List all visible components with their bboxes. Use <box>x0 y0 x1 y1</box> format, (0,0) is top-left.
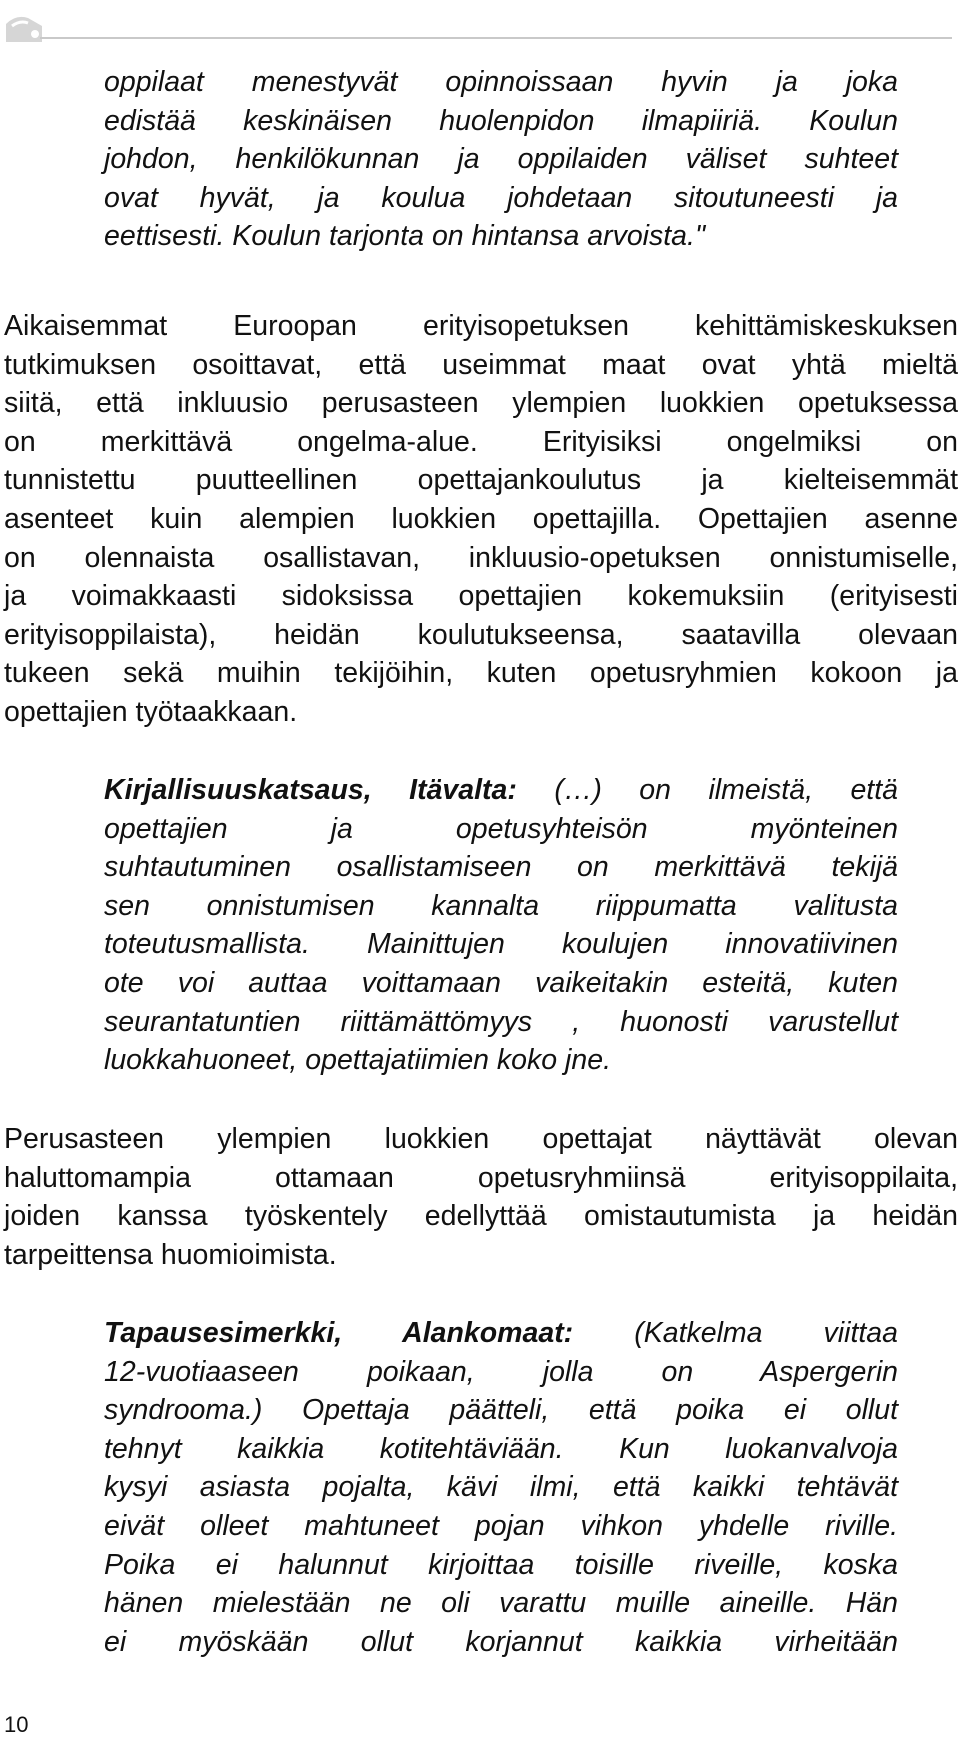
text-line: 12-vuotiaaseen poikaan, jolla on Aspergerin <box>104 1355 898 1388</box>
text-line: seurantatuntien riittämättömyys , huonosti varustellut <box>104 1005 898 1038</box>
text-line: haluttomampia ottamaan opetusryhmiinsä erityisoppilaita, <box>4 1161 958 1194</box>
text-line: tarpeittensa huomioimista. <box>4 1238 337 1271</box>
text-line: tukeen sekä muihin tekijöihin, kuten opetusryhmien kokoon ja <box>4 657 958 690</box>
text-line <box>104 1314 898 1353</box>
case-example-heading: Tapausesimerkki, Alankomaat: <box>104 1317 574 1349</box>
literature-review-box <box>104 771 898 1080</box>
text-line: Perusasteen ylempien luokkien opettajat näyttävät olevan <box>4 1123 958 1155</box>
text-line: ei myöskään ollut korjannut kaikkia virheitään <box>104 1625 898 1658</box>
text-line: asenteet kuin alempien luokkien opettajilla. Opettajien asenne <box>4 502 958 535</box>
text-line: sen onnistumisen kannalta riippumatta valitusta <box>104 889 898 922</box>
text-line: joiden kanssa työskentely edellyttää omistautumista ja heidän <box>4 1200 958 1233</box>
text-line: syndrooma.) Opettaja päätteli, että poika ei ollut <box>104 1394 898 1427</box>
text-line: erityisoppilaista), heidän koulutukseensa, saatavilla olevaan <box>4 618 958 651</box>
text-line: toteutusmallista. Mainittujen koulujen innovatiivinen <box>104 928 898 961</box>
text-line: johdon, henkilökunnan ja oppilaiden väliset suhteet <box>104 143 898 176</box>
text-line: tutkimuksen osoittavat, että useimmat maat ovat yhtä mieltä <box>4 348 958 381</box>
text-line: luokkahuoneet, opettajatiimien koko jne. <box>104 1044 612 1077</box>
text-line: hänen mielestään ne oli varattu muille aineille. Hän <box>104 1587 898 1620</box>
text-line: on olennaista osallistavan, inkluusio-opetuksen onnistumiselle, <box>4 541 958 574</box>
case-example-box <box>104 1314 898 1661</box>
header-rule <box>40 37 952 39</box>
text-line: kysyi asiasta pojalta, kävi ilmi, että kaikki tehtävät <box>104 1471 898 1504</box>
body-paragraph-1 <box>4 307 958 732</box>
text-line: tunnistettu puutteellinen opettajankoulutus ja kielteisemmät <box>4 464 958 497</box>
text-line: tehnyt kaikkia kotitehtäviään. Kun luokanvalvoja <box>104 1432 898 1465</box>
text-line: ovat hyvät, ja koulua johdetaan sitoutuneesti ja <box>104 181 898 214</box>
text-fragment: (…) on ilmeistä, että <box>516 774 898 806</box>
page-number: 10 <box>4 1712 29 1737</box>
text-line: Aikaisemmat Euroopan erityisopetuksen kehittämiskeskuksen <box>4 310 958 342</box>
body-paragraph-2 <box>4 1120 958 1274</box>
text-line: Poika ei halunnut kirjoittaa toisille riveille, koska <box>104 1548 898 1581</box>
text-line: edistää keskinäisen huolenpidon ilmapiiriä. Koulun <box>104 104 898 137</box>
text-line: siitä, että inkluusio perusasteen ylempien luokkien opetuksessa <box>4 387 958 420</box>
text-line <box>104 771 898 810</box>
text-fragment: (Katkelma viittaa <box>573 1317 898 1349</box>
text-line: eivät olleet mahtuneet pojan vihkon yhdelle riville. <box>104 1509 898 1542</box>
text-line: eettisesti. Koulun tarjonta on hintansa arvoista." <box>104 220 706 253</box>
quote-paragraph-1 <box>104 63 898 256</box>
text-line: suhtautuminen osallistamiseen on merkittävä tekijä <box>104 851 898 884</box>
page-header <box>0 0 960 44</box>
text-line: on merkittävä ongelma-alue. Erityisiksi ongelmiksi on <box>4 425 958 458</box>
text-line: opettajien ja opetusyhteisön myönteinen <box>104 812 898 845</box>
literature-review-heading: Kirjallisuuskatsaus, Itävalta: <box>104 774 517 806</box>
text-line: oppilaat menestyvät opinnoissaan hyvin ja joka <box>104 66 898 98</box>
text-line: ote voi auttaa voittamaan vaikeitakin esteitä, kuten <box>104 966 898 999</box>
text-line: opettajien työtaakkaan. <box>4 695 298 728</box>
text-line: ja voimakkaasti sidoksissa opettajien kokemuksiin (erityisesti <box>4 580 958 613</box>
